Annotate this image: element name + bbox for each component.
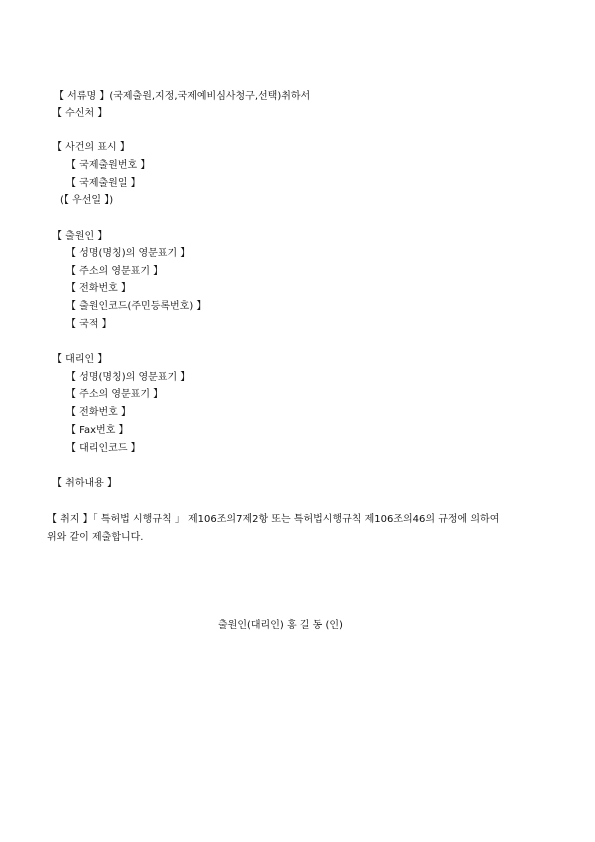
agent-address-en-field: 【 주소의 영문표기 】 bbox=[66, 389, 164, 400]
applicant-phone-field: 【 전화번호 】 bbox=[66, 283, 131, 294]
priority-date-field: (【 우선일 】) bbox=[60, 195, 114, 206]
intl-app-number-field: 【 국제출원번호 】 bbox=[66, 160, 151, 171]
recipient-field: 【 수신처 】 bbox=[52, 108, 108, 119]
applicant-code-field: 【 출원인코드(주민등록번호) 】 bbox=[66, 301, 207, 312]
case-header: 【 사건의 표시 】 bbox=[52, 142, 130, 153]
purpose-line-1: 【 취지 】「 특허법 시행규칙 」 제106조의7제2항 또는 특허법시행규칙 제106조의46의 규정에 의하여 bbox=[47, 514, 500, 525]
intl-app-date-field: 【 국제출원일 】 bbox=[66, 178, 141, 189]
agent-code-field: 【 대리인코드 】 bbox=[66, 443, 141, 454]
purpose-line-2: 위와 같이 제출합니다. bbox=[47, 532, 144, 543]
agent-name-en-field: 【 성명(명칭)의 영문표기 】 bbox=[66, 372, 191, 383]
applicant-header: 【 출원인 】 bbox=[52, 231, 108, 242]
applicant-address-en-field: 【 주소의 영문표기 】 bbox=[66, 266, 164, 277]
signature-line: 출원인(대리인) 홍 길 동 (인) bbox=[218, 620, 343, 631]
title-line: 【 서류명 】(국제출원,지정,국제예비심사청구,선택)취하서 bbox=[54, 91, 311, 102]
agent-fax-field: 【 Fax번호 】 bbox=[66, 425, 129, 436]
agent-header: 【 대리인 】 bbox=[52, 354, 108, 365]
applicant-name-en-field: 【 성명(명칭)의 영문표기 】 bbox=[66, 248, 191, 259]
applicant-nationality-field: 【 국적 】 bbox=[66, 319, 112, 330]
withdrawal-content-header: 【 취하내용 】 bbox=[52, 478, 117, 489]
agent-phone-field: 【 전화번호 】 bbox=[66, 407, 131, 418]
